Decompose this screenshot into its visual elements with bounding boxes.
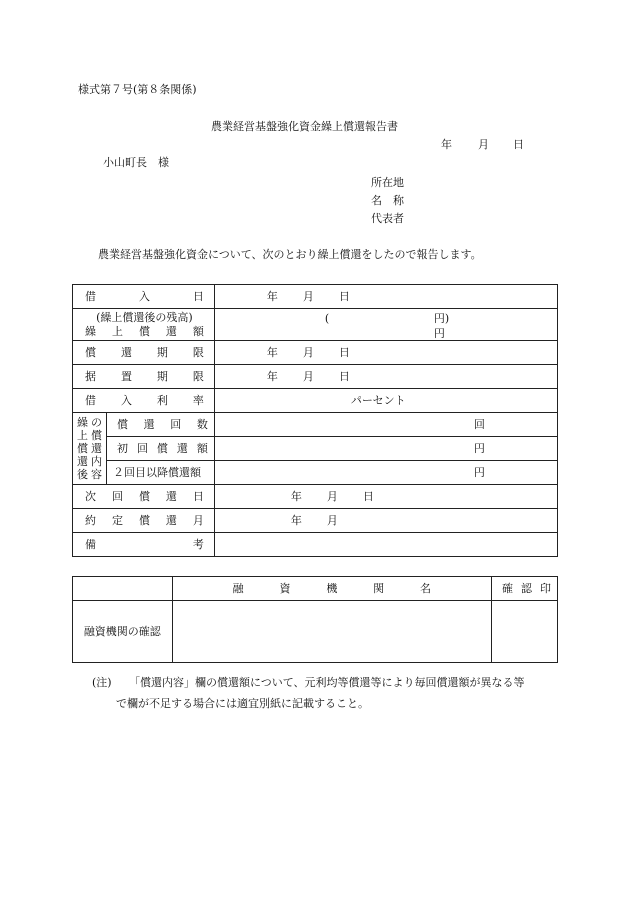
contract-month-unit-label: 月 — [326, 514, 338, 527]
row-borrow-date — [73, 285, 558, 309]
bank-table — [72, 576, 558, 663]
remarks-label: 備 考 — [85, 538, 204, 551]
balance-paren-open: ( — [324, 312, 330, 325]
later-amount-label: ２回目以降償還額 — [112, 466, 201, 479]
seal-field[interactable] — [492, 601, 558, 663]
note-prefix: (注) — [92, 676, 112, 689]
borrow-month-label: 月 — [302, 290, 314, 303]
next-day-label: 日 — [362, 490, 374, 503]
bank-name-header: 融 資 機 関 名 — [232, 582, 432, 595]
later-amount-yen-label: 円 — [473, 466, 485, 479]
note-line-2: で欄が不足する場合には適宜別紙に記載すること。 — [116, 697, 369, 710]
next-month-label: 月 — [326, 490, 338, 503]
grace-day-label: 日 — [338, 370, 350, 383]
row-remarks — [73, 533, 558, 557]
deadline-year-label: 年 — [266, 346, 278, 359]
seal-header: 確 認 印 — [502, 582, 551, 595]
grace-month-label: 月 — [302, 370, 314, 383]
prepay-yen-label: 円 — [433, 327, 445, 340]
deadline-day-label: 日 — [338, 346, 350, 359]
grace-year-label: 年 — [266, 370, 278, 383]
date-year-label: 年 — [441, 138, 452, 151]
contract-month-label: 約 定 償 還 月 — [85, 514, 204, 527]
intro-text: 農業経営基盤強化資金について、次のとおり繰上償還をしたので報告します。 — [98, 248, 482, 261]
row-repay-count — [73, 413, 558, 437]
row-later-amount — [73, 461, 558, 485]
first-amount-label: 初 回 償 還 額 — [116, 442, 208, 455]
remarks-field[interactable] — [214, 533, 557, 557]
row-first-amount — [73, 437, 558, 461]
row-prepay-amount — [73, 309, 558, 341]
row-grace-period — [73, 365, 558, 389]
first-amount-yen-label: 円 — [473, 442, 485, 455]
percent-unit-label: パーセント — [350, 394, 406, 407]
reporter-name-label: 名 称 — [371, 194, 404, 207]
borrow-day-label: 日 — [338, 290, 350, 303]
row-repay-deadline — [73, 341, 558, 365]
date-day-label: 日 — [513, 138, 524, 151]
row-next-repay-date — [73, 485, 558, 509]
count-unit-label: 回 — [473, 418, 485, 431]
borrow-date-label: 借 入 日 — [85, 290, 204, 303]
reporter-representative-label: 代表者 — [371, 212, 404, 225]
date-month-label: 月 — [478, 138, 489, 151]
reporter-location-label: 所在地 — [371, 176, 404, 189]
document-title: 農業経営基盤強化資金繰上償還報告書 — [211, 120, 398, 133]
form-number: 様式第７号(第８条関係) — [78, 83, 197, 96]
bank-confirm-label: 融資機関の確認 — [73, 601, 173, 663]
post-prepay-group-label: 繰 の 上 償 償 還 還 内 後 容 — [73, 413, 107, 485]
prepay-amount-label: 繰 上 償 還 額 — [85, 325, 204, 338]
borrow-year-label: 年 — [266, 290, 278, 303]
repay-count-label: 償 還 回 数 — [116, 418, 208, 431]
addressee: 小山町長 様 — [103, 156, 169, 169]
repay-deadline-label: 償 還 期 限 — [85, 346, 204, 359]
prepay-balance-label: (繰上償還後の残高) — [96, 311, 193, 324]
next-repay-date-label: 次 回 償 還 日 — [85, 490, 204, 503]
contract-year-label: 年 — [290, 514, 302, 527]
note-line-1: 「償還内容」欄の償還額について、元利均等償還等により毎回償還額が異なる等 — [129, 676, 525, 689]
balance-yen-label: 円) — [433, 312, 450, 325]
row-contract-month — [73, 509, 558, 533]
next-year-label: 年 — [290, 490, 302, 503]
interest-rate-label: 借 入 利 率 — [85, 394, 204, 407]
bank-name-field[interactable] — [172, 601, 491, 663]
bank-header-row — [73, 577, 558, 601]
report-table — [72, 284, 558, 557]
bank-confirm-row — [73, 601, 558, 663]
row-interest-rate — [73, 389, 558, 413]
deadline-month-label: 月 — [302, 346, 314, 359]
grace-period-label: 据 置 期 限 — [85, 370, 204, 383]
bank-header-blank — [73, 577, 173, 601]
